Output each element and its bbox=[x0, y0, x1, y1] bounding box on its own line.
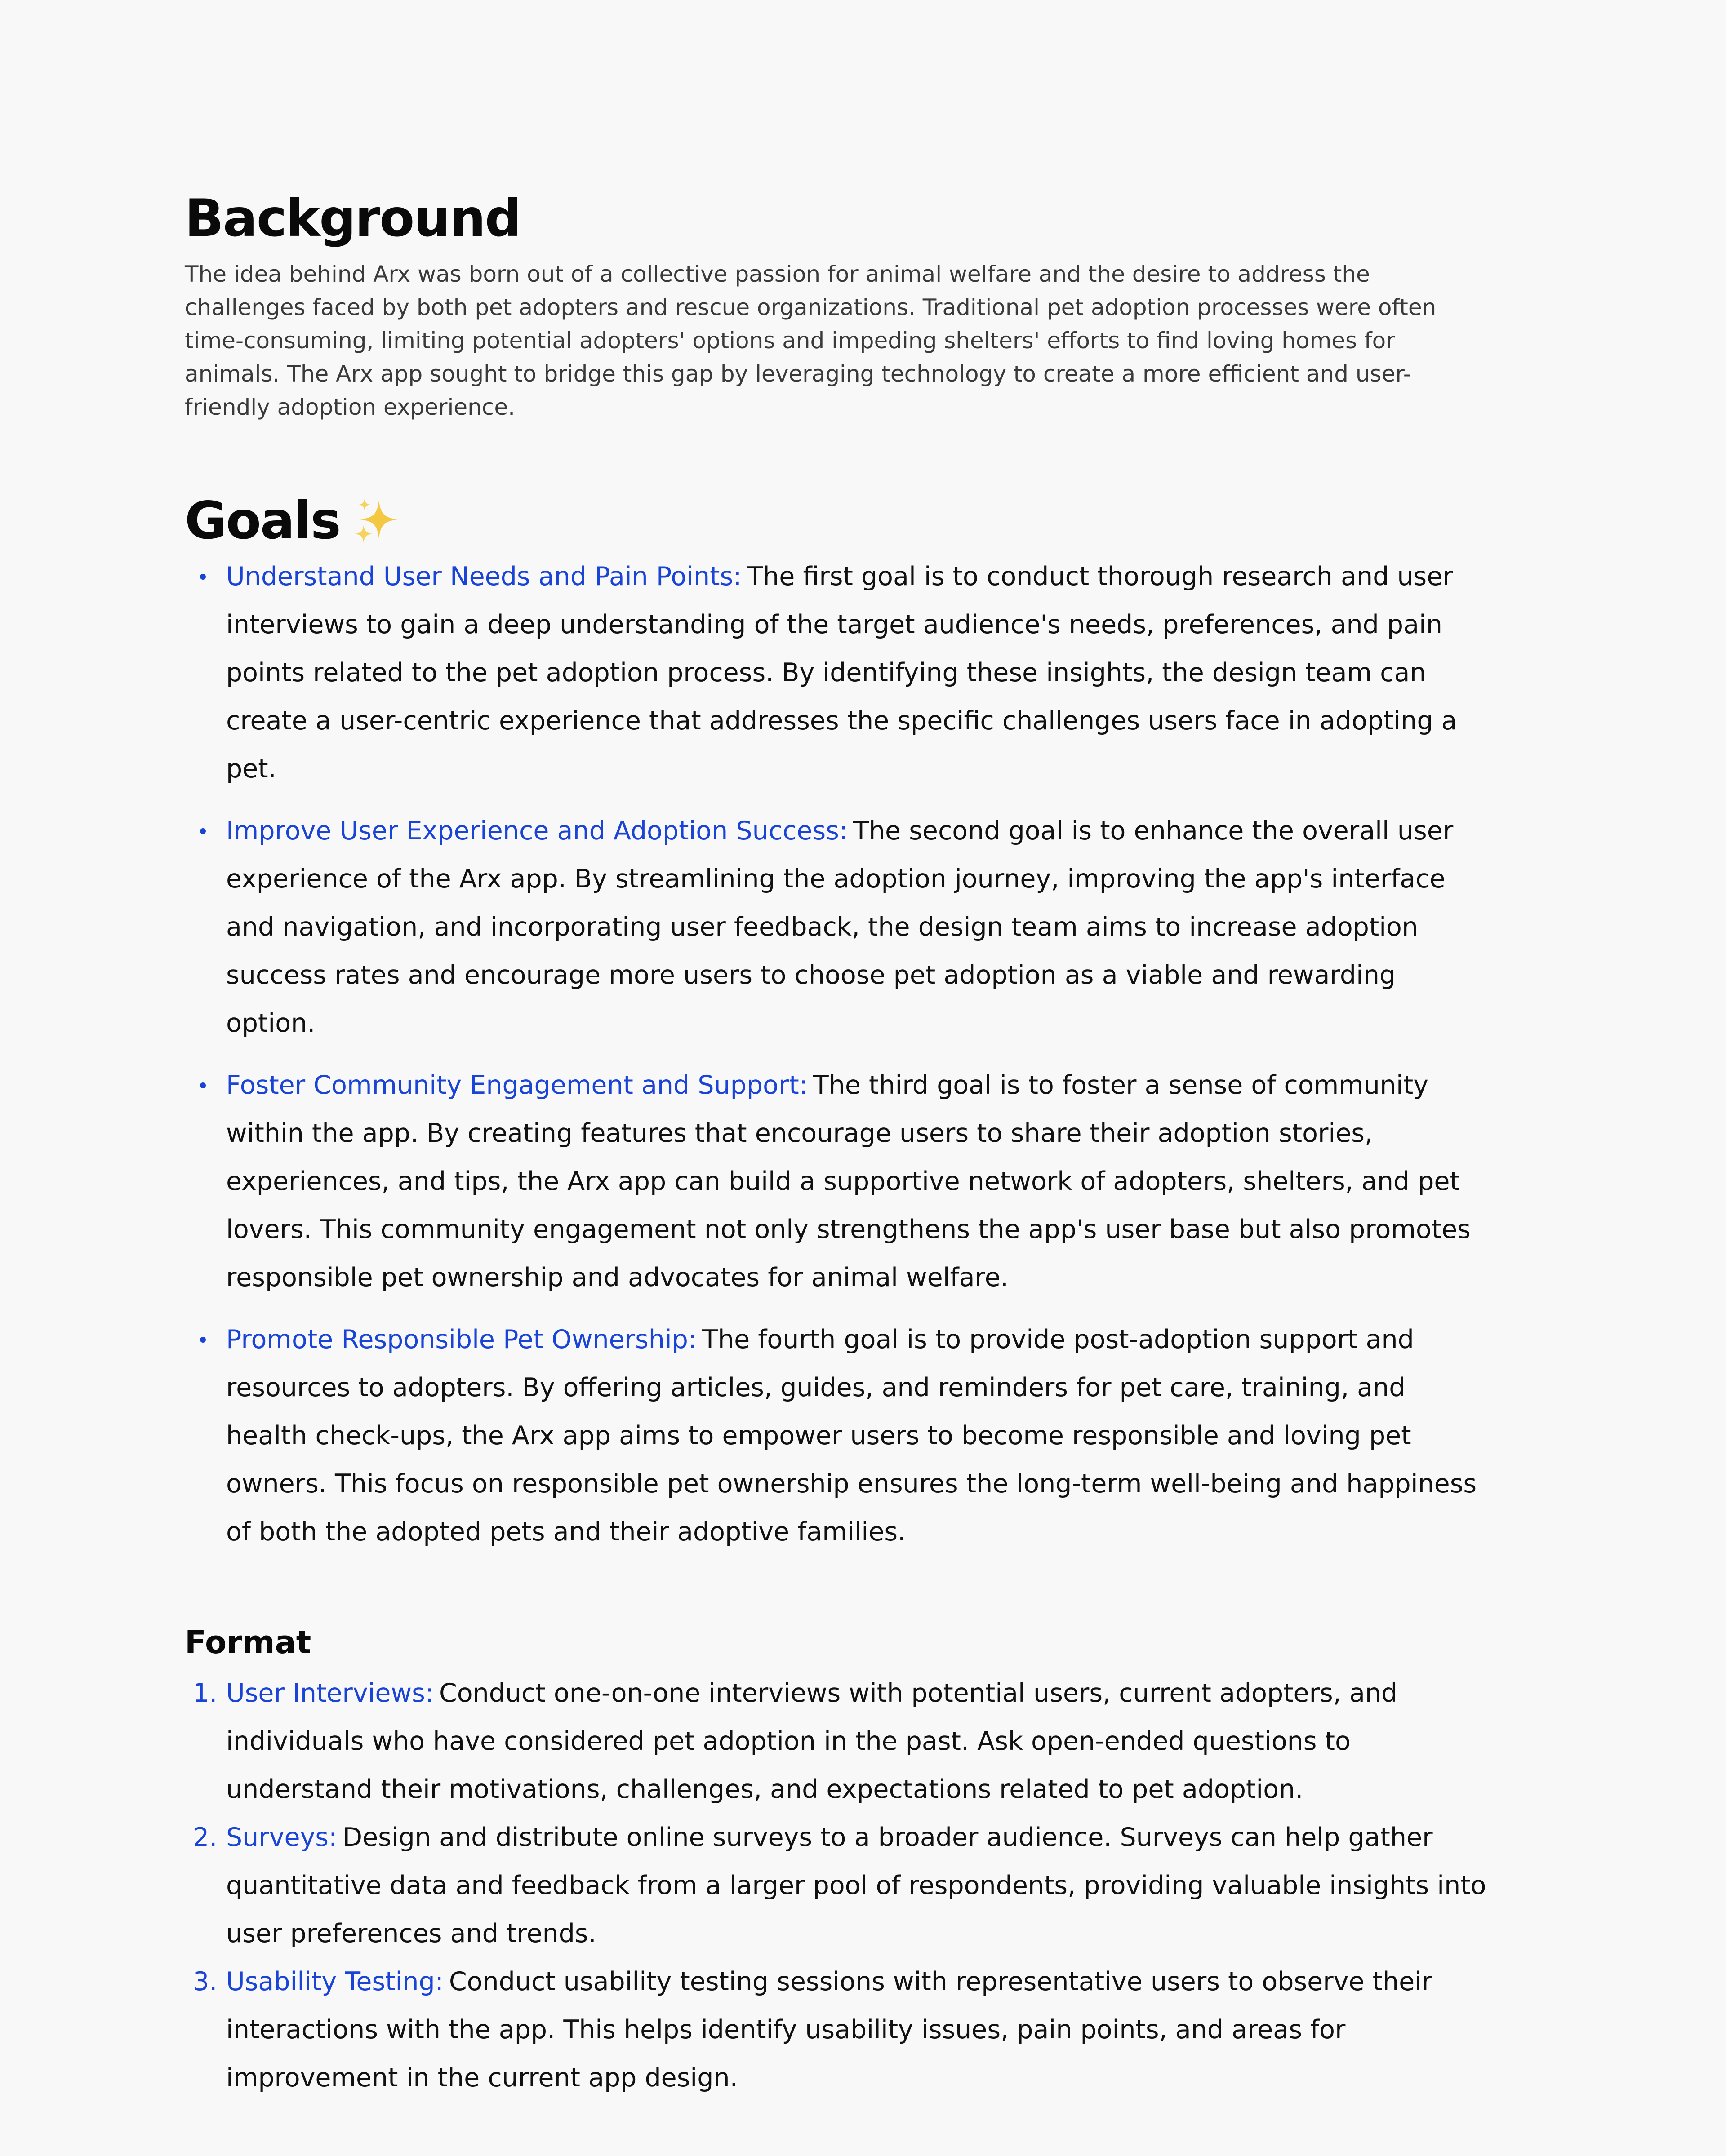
format-item bbox=[185, 1958, 1488, 2102]
format-text: Design and distribute online surveys to a broader audience. Surveys can help gather quantitative data and feedback from a larger pool of respondents, providing valuable insights into user preferences and trends. bbox=[226, 1823, 1486, 1949]
bullet-icon bbox=[200, 828, 206, 834]
goals-heading-text: Goals bbox=[185, 491, 340, 551]
format-item bbox=[185, 1814, 1488, 1958]
format-text: Conduct usability testing sessions with representative users to observe their interactions with the app. This helps identify usability issues, pain points, and areas for improvement in the current app design. bbox=[226, 1967, 1432, 2093]
goals-section bbox=[185, 491, 1488, 1556]
goal-term: Understand User Needs and Pain Points: bbox=[226, 562, 742, 592]
goal-text: The first goal is to conduct thorough research and user interviews to gain a deep understanding of the target audience's needs, preferences, and pain points related to the pet adoption process. By identifying these insights, the design team can create a user-centric experience that addresses the specific challenges users face in adopting a pet. bbox=[226, 562, 1457, 784]
format-list bbox=[185, 1669, 1488, 2102]
goal-term: Improve User Experience and Adoption Success: bbox=[226, 816, 848, 846]
background-paragraph: The idea behind Arx was born out of a collective passion for animal welfare and the desire to address the challenges faced by both pet adopters and rescue organizations. Traditional pet adoption processes were often time-consuming, limiting potential adopters' options and impeding shelters' efforts to find loving homes for animals. The Arx app sought to bridge this gap by leveraging technology to create a more efficient and user-friendly adoption experience. bbox=[185, 261, 1437, 421]
goal-item bbox=[185, 1061, 1488, 1302]
format-heading: Format bbox=[185, 1624, 311, 1661]
bullet-icon bbox=[200, 574, 206, 580]
format-term: User Interviews: bbox=[226, 1678, 434, 1708]
goal-text: The second goal is to enhance the overall user experience of the Arx app. By streamlining the adoption journey, improving the app's interface and navigation, and incorporating user feedback, the design team aims to increase adoption success rates and encourage more users to choose pet adoption as a viable and rewarding option. bbox=[226, 816, 1454, 1038]
goal-item bbox=[185, 1316, 1488, 1556]
goals-list bbox=[185, 553, 1488, 1556]
format-term: Surveys: bbox=[226, 1823, 338, 1853]
background-heading: Background bbox=[185, 188, 521, 248]
goal-item bbox=[185, 553, 1488, 793]
format-term: Usability Testing: bbox=[226, 1967, 444, 1997]
bullet-icon bbox=[200, 1337, 206, 1343]
background-section bbox=[185, 189, 1488, 424]
format-text: Conduct one-on-one interviews with potential users, current adopters, and individuals who have considered pet adoption in the past. Ask open-ended questions to understand their motivations, challenges, and expectations related to pet adoption. bbox=[226, 1678, 1398, 1805]
format-item-number: 3. bbox=[193, 1967, 218, 1997]
format-item bbox=[185, 1669, 1488, 1814]
goal-term: Promote Responsible Pet Ownership: bbox=[226, 1325, 697, 1355]
bullet-icon bbox=[200, 1082, 206, 1088]
goal-term: Foster Community Engagement and Support: bbox=[226, 1070, 808, 1100]
content-column bbox=[185, 189, 1488, 2102]
format-section bbox=[185, 1624, 1488, 2102]
goals-heading bbox=[185, 491, 1488, 550]
goal-text: The third goal is to foster a sense of community within the app. By creating features that encourage users to share their adoption stories, experiences, and tips, the Arx app can build a supportive network of adopters, shelters, and pet lovers. This community engagement not only strengthens the app's user base but also promotes responsible pet ownership and advocates for animal welfare. bbox=[226, 1070, 1471, 1293]
goal-text: The fourth goal is to provide post-adoption support and resources to adopters. By offering articles, guides, and reminders for pet care, training, and health check-ups, the Arx app aims to empower users to become responsible and loving pet owners. This focus on responsible pet ownership ensures the long-term well-being and happiness of both the adopted pets and their adoptive families. bbox=[226, 1325, 1477, 1547]
sparkles-icon bbox=[353, 497, 402, 546]
format-item-number: 2. bbox=[193, 1823, 218, 1853]
goal-item bbox=[185, 807, 1488, 1047]
format-item-number: 1. bbox=[193, 1678, 218, 1708]
